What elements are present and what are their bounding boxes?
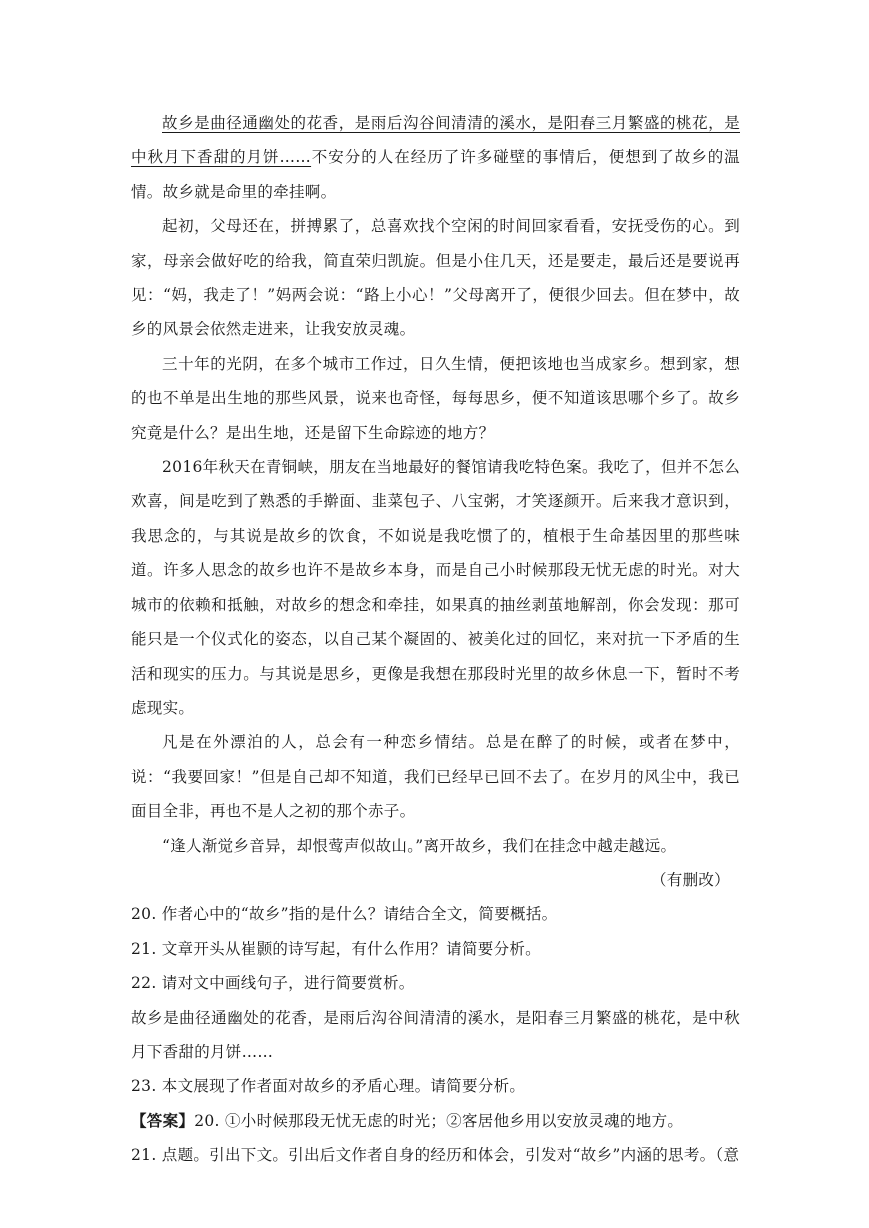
source-note: （有删改）: [650, 870, 730, 889]
question-23: 23. 本文展现了作者面对故乡的矛盾心理。请简要分析。: [131, 1077, 526, 1096]
answer-20: [131, 1104, 740, 1138]
question-20: 20. 作者心中的“故乡”指的是什么？请结合全文，简要概括。: [131, 905, 558, 924]
article-paragraph-2: 起初，父母还在，拼搏累了，总喜欢找个空闲的时间回家看看，安抚受伤的心。到家，母亲会做好吃的给我，简直荣归凯旋。但是小住几天，还是要走，最后还是要说再见：“妈，我走了！”妈两会说：“路上小心！”父母离开了，便很少回去。但在梦中，故乡的风景会依然走进来，让我安放灵魂。: [131, 217, 740, 339]
answer-label: 【答案】: [131, 1110, 195, 1130]
article-paragraph-5: 凡是在外漂泊的人，总会有一种恋乡情结。总是在醉了的时候，或者在梦中，说：“我要回家！”但是自己却不知道，我们已经早已回不去了。在岁月的风尘中，我已面目全非，再也不是人之初的那个赤子。: [131, 733, 740, 821]
article-paragraph-1: [131, 106, 740, 209]
article-paragraph-6: “逢人渐觉乡音异，却恨莺声似故山。”离开故乡，我们在挂念中越走越远。: [162, 836, 677, 855]
question-22-quote: 故乡是曲径通幽处的花香，是雨后沟谷间清清的溪水，是阳春三月繁盛的桃花，是中秋月下香甜的月饼……: [131, 1008, 740, 1061]
document-content: [131, 106, 740, 1173]
question-22: 22. 请对文中画线句子，进行简要赏析。: [131, 974, 415, 993]
article-paragraph-4: 2016年秋天在青铜峡，朋友在当地最好的餐馆请我吃特色案。我吃了，但并不怎么欢喜，间是吃到了熟悉的手擀面、韭菜包子、八宝粥，才笑逐颜开。后来我才意识到，我思念的，与其说是故乡的饮食，不如说是我吃惯了的，植根于生命基因里的那些味道。许多人思念的故乡也许不是故乡本身，而是自己小时候那段无忧无虑的时光。对大城市的依赖和抵触，对故乡的想念和牵挂，如果真的抽丝剥茧地解剖，你会发现：那可能只是一个仪式化的姿态，以自己某个凝固的、被美化过的回忆，来对抗一下矛盾的生活和现实的压力。与其说是思乡，更像是我想在那段时光里的故乡休息一下，暂时不考虑现实。: [131, 458, 740, 717]
answer-20-text: 20. ①小时候那段无忧无虑的时光；②客居他乡用以安放灵魂的地方。: [194, 1111, 684, 1130]
paragraph-1-rest: 不安分的人在经历了许多碰壁的事情后，便想到了故乡的温情。故乡就是命里的牵挂啊。: [131, 148, 740, 201]
question-21: 21. 文章开头从崔颢的诗写起，有什么作用？请简要分析。: [131, 939, 541, 958]
answer-21: 21. 点题。引出下文。引出后文作者自身的经历和体会，引发对“故乡”内涵的思考。（意: [131, 1146, 740, 1165]
underlined-sentence: 故乡是曲径通幽处的花香，是雨后沟谷间清清的溪水，是阳春三月繁盛的桃花，是中秋月下香甜的月饼……: [131, 114, 740, 167]
article-paragraph-3: 三十年的光阴，在多个城市工作过，日久生情，便把该地也当成家乡。想到家，想的也不单是出生地的那些风景，说来也奇怪，每每思乡，便不知道该思哪个乡了。故乡究竟是什么？是出生地，还是留下生命踪迹的地方？: [131, 354, 740, 442]
